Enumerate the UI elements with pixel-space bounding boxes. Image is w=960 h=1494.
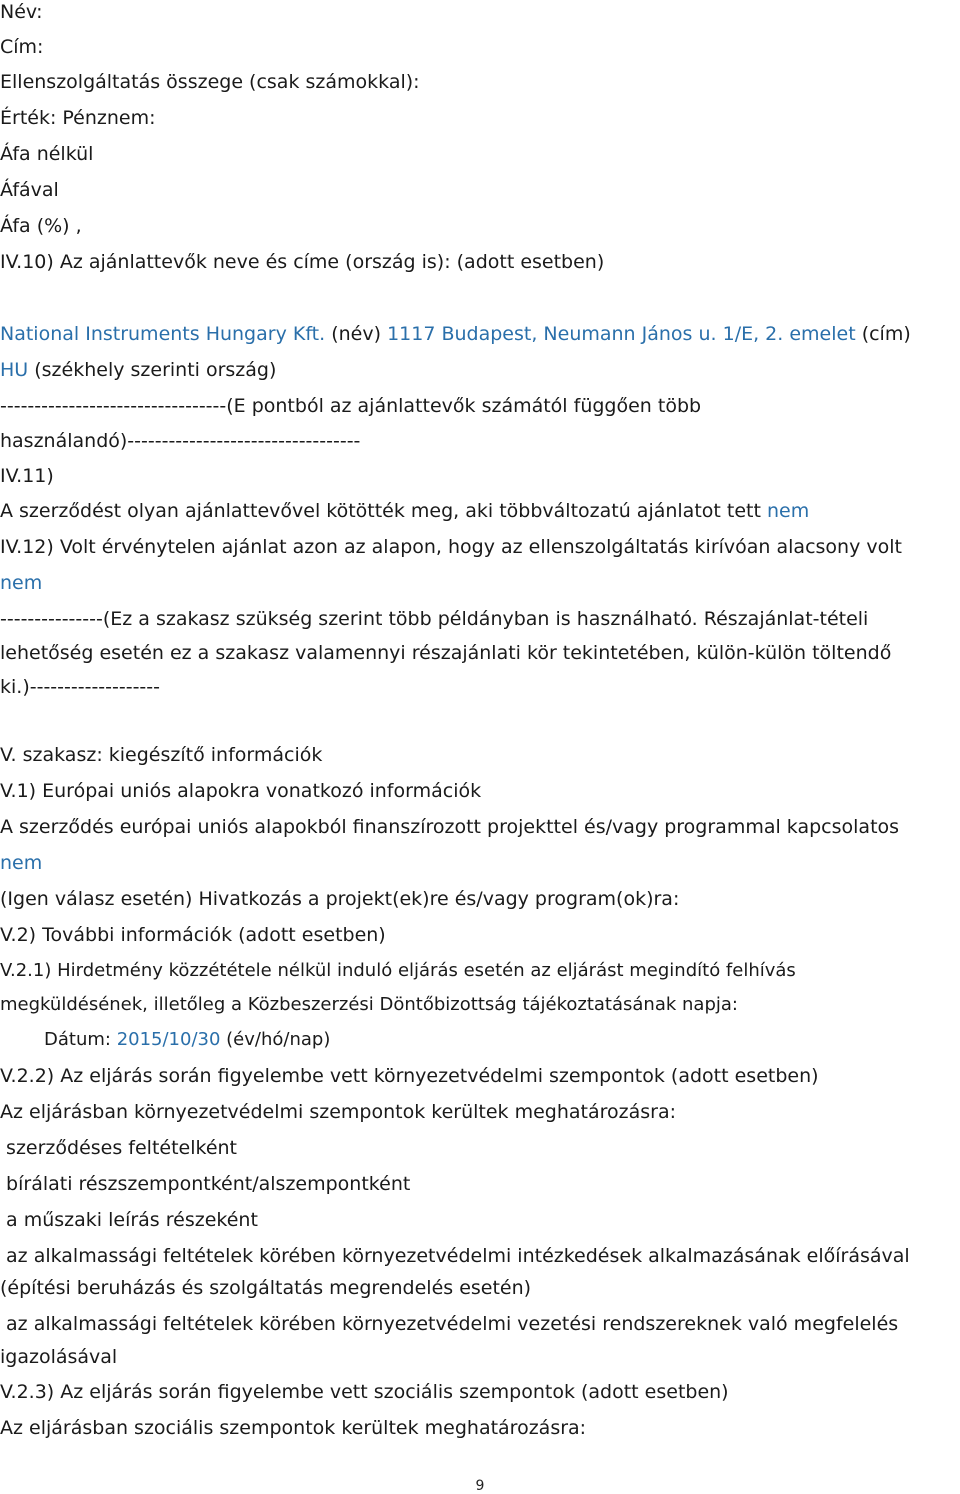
contractor-line xyxy=(0,322,911,346)
label-cim: Cím: xyxy=(0,36,44,58)
country-line xyxy=(0,358,276,382)
iv12-text: IV.12) Volt érvénytelen ajánlat azon az alapon, hogy az ellenszolgáltatás kirívóan alacsony volt xyxy=(0,536,902,558)
label-ellenszolgaltatas: Ellenszolgáltatás összege (csak számokkal): xyxy=(0,71,420,93)
country-label: (székhely szerinti ország) xyxy=(28,359,277,381)
iv11-text: A szerződést olyan ajánlattevővel kötötték meg, aki többváltozatú ajánlatot tett xyxy=(0,500,767,522)
date-label: Dátum: xyxy=(44,1029,117,1050)
section-v22-heading: V.2.2) Az eljárás során figyelembe vett környezetvédelmi szempontok (adott esetben) xyxy=(0,1065,819,1087)
date-line xyxy=(44,1028,330,1052)
label-ertek: Érték: Pénznem: xyxy=(0,107,156,129)
v22-option-management-systems-l1: az alkalmassági feltételek körében környezetvédelmi vezetési rendszereknek való megfelelés xyxy=(0,1313,899,1335)
country-value: HU xyxy=(0,359,29,381)
v22-option-suitability-measures-l1: az alkalmassági feltételek körében környezetvédelmi intézkedések alkalmazásának előírásával xyxy=(0,1245,910,1267)
v22-option-management-systems-l2: igazolásával xyxy=(0,1346,118,1368)
iv11-question xyxy=(0,499,809,523)
section-note-line-3: ki.)------------------- xyxy=(0,676,160,698)
label-afa-percent: Áfa (%) , xyxy=(0,215,82,237)
v22-option-suitability-measures-l2: (építési beruházás és szolgáltatás megrendelés esetén) xyxy=(0,1277,532,1299)
label-afaval: Áfával xyxy=(0,179,59,201)
iv12-value: nem xyxy=(0,572,43,594)
section-iv11-heading: IV.11) xyxy=(0,465,54,487)
page-number: 9 xyxy=(475,1478,485,1494)
label-afa-nelkul: Áfa nélkül xyxy=(0,143,94,165)
v23-intro: Az eljárásban szociális szempontok kerültek meghatározásra: xyxy=(0,1417,587,1439)
v21-line-2: megküldésének, illetőleg a Közbeszerzési Döntőbizottság tájékoztatásának napja: xyxy=(0,994,738,1015)
section-v2-heading: V.2) További információk (adott esetben) xyxy=(0,924,386,946)
section-v-heading: V. szakasz: kiegészítő információk xyxy=(0,744,323,766)
date-value: 2015/10/30 xyxy=(116,1029,221,1050)
v22-intro: Az eljárásban környezetvédelmi szempontok kerültek meghatározásra: xyxy=(0,1101,677,1123)
section-note-line-2: lehetőség esetén ez a szakasz valamennyi részajánlati kör tekintetében, külön-külön töltendő xyxy=(0,642,892,664)
contractor-name: National Instruments Hungary Kft. xyxy=(0,323,326,345)
v1-text: A szerződés európai uniós alapokból finanszírozott projekttel és/vagy programmal kapcsolatos xyxy=(0,816,900,838)
contractor-name-label: (név) xyxy=(325,323,388,345)
contractor-address: 1117 Budapest, Neumann János u. 1/E, 2. emelet xyxy=(387,323,856,345)
v22-option-evaluation: bírálati részszempontként/alszempontként xyxy=(0,1173,411,1195)
contractor-address-label: (cím) xyxy=(855,323,911,345)
v22-option-technical: a műszaki leírás részeként xyxy=(0,1209,258,1231)
iv11-value: nem xyxy=(766,500,810,522)
section-note-line-1: ---------------(Ez a szakasz szükség szerint több példányban is használható. Részajánlat-tételi xyxy=(0,608,869,630)
v22-option-contract-terms: szerződéses feltételként xyxy=(0,1137,238,1159)
label-nev: Név: xyxy=(0,1,43,23)
separator-note-line-2: használandó)---------------------------------- xyxy=(0,430,361,452)
section-iv10-heading: IV.10) Az ajánlattevők neve és címe (ország is): (adott esetben) xyxy=(0,251,605,273)
section-v1-heading: V.1) Európai uniós alapokra vonatkozó információk xyxy=(0,780,482,802)
v21-line-1: V.2.1) Hirdetmény közzététele nélkül induló eljárás esetén az eljárást megindító felhívás xyxy=(0,960,796,981)
v1-value: nem xyxy=(0,852,43,874)
section-v23-heading: V.2.3) Az eljárás során figyelembe vett szociális szempontok (adott esetben) xyxy=(0,1381,729,1403)
v1-reference: (Igen válasz esetén) Hivatkozás a projekt(ek)re és/vagy program(ok)ra: xyxy=(0,888,680,910)
separator-note-line-1: ---------------------------------(E pontból az ajánlattevők számától függően több xyxy=(0,395,702,417)
date-format: (év/hó/nap) xyxy=(220,1029,331,1050)
